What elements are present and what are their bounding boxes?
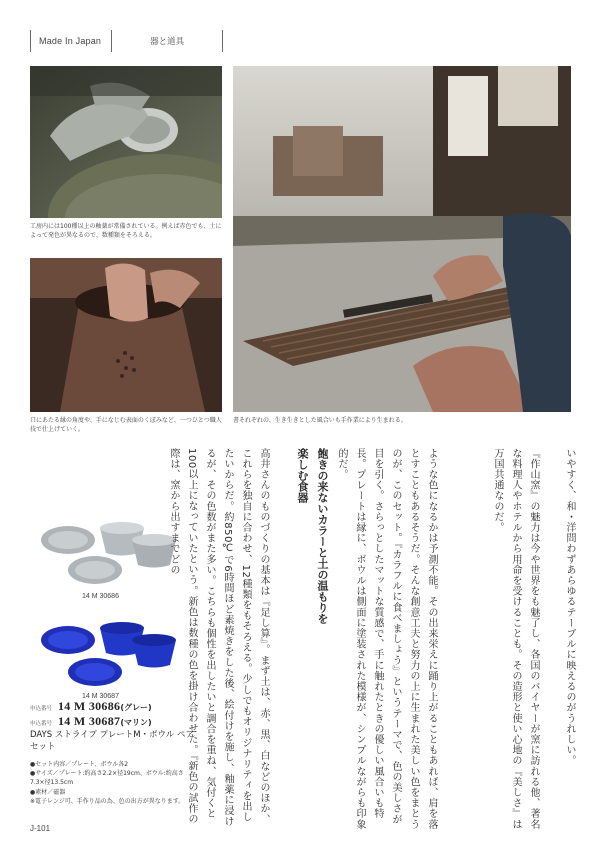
photo-glazing: [30, 66, 222, 218]
order-number: 14 M 30687: [58, 714, 121, 728]
variant-label: (グレー): [120, 703, 152, 712]
product-name: DAYS ストライプ プレートM・ボウル ペアセット: [30, 730, 194, 752]
page-number: J-101: [30, 824, 51, 833]
order-number-label: 申込番号: [30, 721, 53, 727]
variant-label: (マリン): [120, 718, 152, 727]
photo-shaping: [30, 258, 222, 412]
spec-item: ●セット内容／プレート、ボウル各2: [30, 761, 129, 768]
made-in-japan-label: Made In Japan: [39, 36, 102, 46]
product-image-marine: [40, 618, 180, 690]
article-column: いやすく、和・洋問わずあらゆるテーブルに映えるのがうれしい。: [564, 448, 575, 766]
header-divider: [222, 30, 223, 52]
order-number: 14 M 30686: [58, 699, 121, 713]
article-headline: 飽きの来ないカラーと土の温もりを楽しむ食器: [296, 448, 329, 624]
caption-shaping: 口にあたる縁の角度や、手になじむ表面のくぼみなど、一つひとつ職人技で仕上げていく。: [30, 417, 222, 433]
page-header: [30, 30, 223, 52]
photo-workshop: [233, 66, 571, 412]
caption-glazing: 工房内には100種以上の釉薬が常備されている。例えば赤色でも、土によって発色が異なるので、数種類をそろえる。: [30, 223, 222, 239]
article-column: 高井さんのものづくりの基本は『足し算』。まず土は、赤、黒、白などのほか、これらを独自に合わせ、12種類をもそろえる。少しでもオリジナリティを出したいからだ。約850℃で6時間ほど素焼きをした後、絵付けを施し、釉薬に浸けるが、その色数がまた多い。こちらも個性を出したいと調合を重ね、気付くと100以上になっていたという。新色は数種の色を掛け合わせた。『新色の試作の際は、窯から出すまでどの: [168, 448, 269, 827]
spec-item: ●素材／磁器: [30, 788, 66, 796]
spec-list: [30, 760, 198, 806]
order-number-row: [30, 714, 152, 729]
product-image-grey: [40, 518, 180, 588]
spec-item: ※電子レンジ可、手作り品の為、色の出方が異なります。: [30, 797, 185, 805]
article-column: ような色になるかは予測不能。その出来栄えに踊り上がることもあれば、肩を落とすこともあるそうだ。そんな創意工夫と努力の上に生まれた美しい色をまとうのが、このセット。『カラフルに食べましょう』というテーマで、色の美しさが目を引く。さらっとしたマットな質感で、手に触れたときの優しい風合いも特長。プレートは縁に、ボウルは側面に塗装された模様が、シンプルながらも印象的だ。: [336, 448, 437, 830]
category-label: 器と道具: [150, 37, 185, 47]
order-number-label: 申込番号: [30, 706, 53, 712]
order-number-row: [30, 699, 152, 714]
spec-item: ●サイズ／プレート:約高さ2.2×径19cm、ボウル:約高さ7.3×径13.5cm: [30, 770, 184, 787]
caption-workshop: 書それぞれの、生き生きとした風合いも手作業により生まれる。: [233, 417, 407, 424]
product-code-caption: 14 M 30687: [82, 693, 119, 700]
article-column: 『作山窯』の魅力は今や世界をも魅了し、各国のバイヤーが窯に訪れる他、著名な料理人やホテルから用命を受けることも。その造形と使い心地の『美しさ』は万国共通なのだ。: [492, 448, 539, 830]
product-code-caption: 14 M 30686: [82, 593, 119, 600]
